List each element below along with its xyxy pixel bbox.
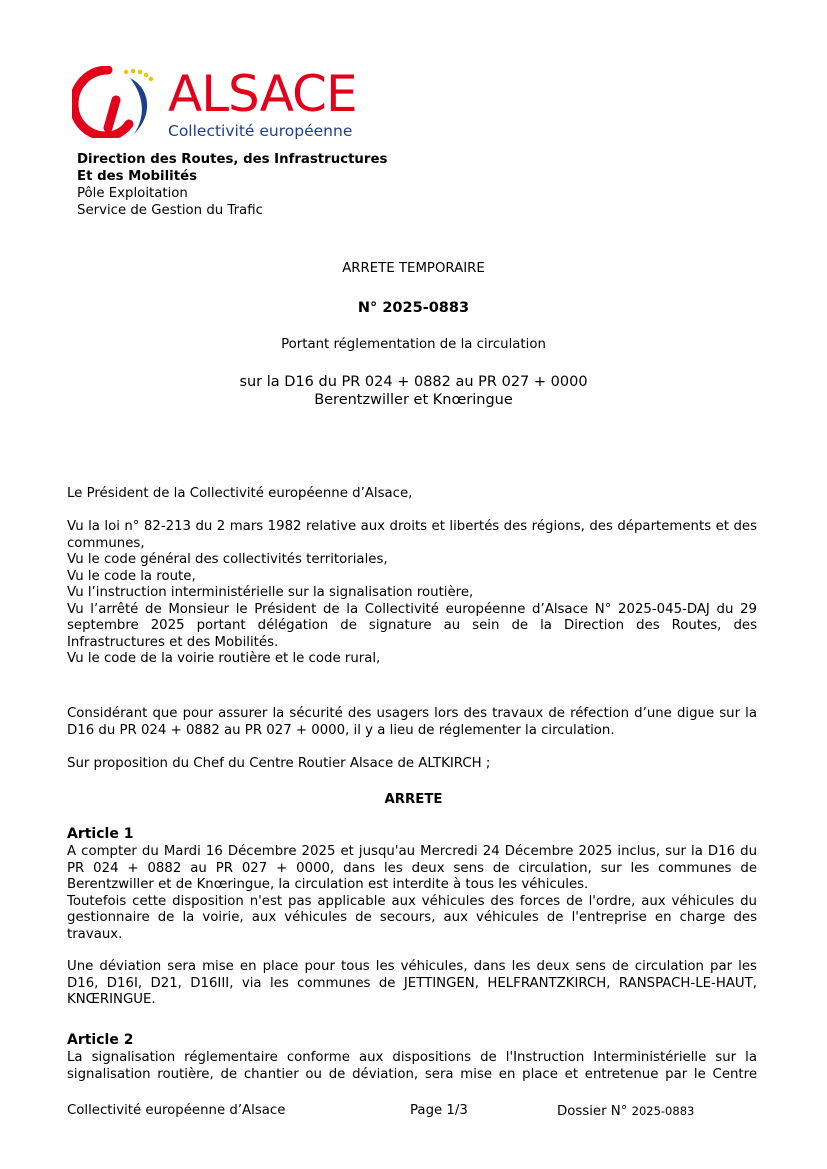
proposition-line: Sur proposition du Chef du Centre Routier Alsace de ALTKIRCH ; [67, 756, 491, 771]
article-2-body [67, 1050, 757, 1083]
article-1-paragraph: Toutefois cette disposition n'est pas applicable aux véhicules des forces de l'ordre, aux véhicules du gestionnaire de la voirie, aux véhicules de secours, aux véhicules de l'entreprise en charge des travaux. [67, 893, 757, 942]
visa-item: Vu la loi n° 82-213 du 2 mars 1982 relative aux droits et libertés des régions, des départements et des communes, [67, 519, 757, 551]
document-place: Berentzwiller et Knœringue [314, 392, 513, 408]
article-2-paragraph: La signalisation réglementaire conforme aux dispositions de l'Instruction Interministérielle sur la signalisation routière, de chantier ou de déviation, sera mise en place et entretenue par le Centre [67, 1050, 757, 1082]
document-road: sur la D16 du PR 024 + 0882 au PR 027 + 0000 [239, 374, 588, 390]
issuer-direction: Direction des Routes, des Infrastructures [77, 152, 388, 167]
document-number: N° 2025-0883 [357, 300, 470, 316]
footer-org: Collectivité européenne d’Alsace [67, 1103, 286, 1118]
article-2-heading: Article 2 [67, 1032, 134, 1048]
visa-item: Vu le code de la voirie routière et le code rural, [67, 651, 381, 666]
considerant-paragraph: Considérant que pour assurer la sécurité des usagers lors des travaux de réfection d’une digue sur la D16 du PR 024 + 0882 au PR 027 + 0000, il y a lieu de réglementer la circulation. [67, 706, 757, 738]
issuer-service: Service de Gestion du Trafic [77, 203, 263, 218]
footer-page: Page 1/3 [410, 1103, 468, 1118]
article-1-body [67, 844, 757, 1009]
footer-dossier-label: Dossier N° [557, 1104, 628, 1119]
arrete-heading: ARRETE [384, 792, 443, 807]
visa-item: Vu le code général des collectivités territoriales, [67, 552, 388, 567]
article-1-heading: Article 1 [67, 826, 134, 842]
visa-item: Vu le code la route, [67, 568, 196, 584]
visa-item: Vu l’arrêté de Monsieur le Président de la Collectivité européenne d’Alsace N° 2025-045-DAJ du 29 septembre 2025 portant délégation de signature au sein de la Direction des Routes, des Infrastructures et des Mobilités. [67, 601, 757, 650]
article-1-paragraph: Une déviation sera mise en place pour tous les véhicules, dans les deux sens de circulation par les D16, D16I, D21, D16III, via les communes de JETTINGEN, HELFRANTZKIRCH, RANSPACH-LE-HAUT, KNŒRINGUE. [67, 959, 757, 1007]
visas-list [67, 519, 757, 668]
visa-item: Vu l’instruction interministérielle sur la signalisation routière, [67, 585, 474, 600]
document-kind: ARRETE TEMPORAIRE [342, 261, 485, 276]
logo-wordmark: ALSACE [168, 65, 357, 123]
logo [72, 66, 362, 144]
issuer-direction-cont: Et des Mobilités [77, 169, 197, 184]
footer-dossier-number: 2025-0883 [631, 1104, 695, 1118]
intro-line: Le Président de la Collectivité européenne d’Alsace, [67, 486, 413, 501]
logo-subtitle: Collectivité européenne [168, 122, 353, 140]
footer-dossier [557, 1103, 694, 1121]
issuer-header [77, 152, 577, 220]
document-subject: Portant réglementation de la circulation [281, 337, 546, 352]
logo-emblem-icon [72, 66, 168, 138]
issuer-pole: Pôle Exploitation [77, 186, 188, 201]
article-1-paragraph: A compter du Mardi 16 Décembre 2025 et jusqu'au Mercredi 24 Décembre 2025 inclus, sur la D16 du PR 024 + 0882 au PR 027 + 0000, dans les deux sens de circulation, sur les communes de Berentzwiller et de Knœringue, la circulation est interdite à tous les véhicules. [67, 844, 757, 892]
